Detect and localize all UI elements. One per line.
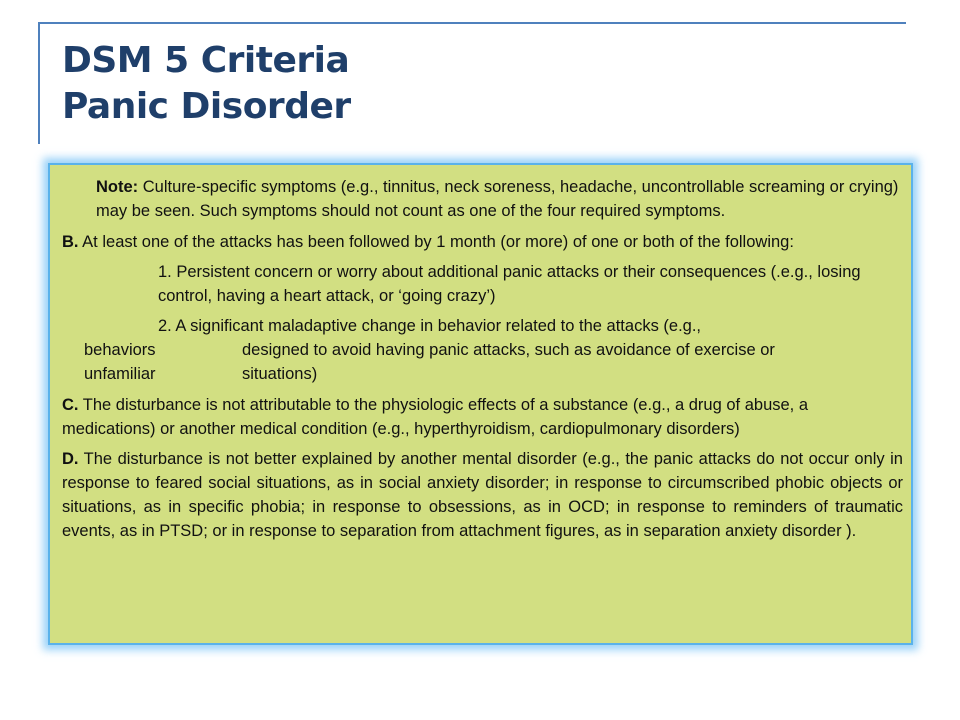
criterion-d	[62, 447, 903, 543]
note-text: Culture-specific symptoms (e.g., tinnitus, neck soreness, headache, uncontrollable screaming or crying) may be seen. Such symptoms should not count as one of the four required symptoms.	[96, 178, 899, 220]
item-2-row-1-left: behaviors	[84, 341, 156, 359]
item-2-row-2-right: situations)	[242, 365, 318, 383]
criterion-b-label: B.	[62, 233, 79, 251]
criterion-b-item-2-row-2	[62, 362, 903, 386]
criterion-b	[62, 230, 903, 254]
left-rule	[38, 22, 40, 144]
criterion-d-label: D.	[62, 450, 79, 468]
criterion-b-item-2-row-1	[62, 338, 903, 362]
criterion-d-text: The disturbance is not better explained by another mental disorder (e.g., the panic attacks do not occur only in response to feared social situations, as in social anxiety disorder; in response to circumscribed phobic objects or situations, as in specific phobia; in response to obsessions, as in OCD; in response to reminders of traumatic events, as in PTSD; or in response to separation from attachment figures, as in separation anxiety disorder ).	[62, 450, 903, 540]
item-2-row-1-right: designed to avoid having panic attacks, such as avoidance of exercise or	[242, 341, 775, 359]
page-title	[62, 38, 351, 130]
criterion-b-item-2-lead: 2. A significant maladaptive change in behavior related to the attacks (e.g.,	[158, 317, 702, 335]
note-label: Note:	[96, 178, 139, 196]
title-line-1: DSM 5 Criteria	[62, 40, 350, 81]
title-line-2: Panic Disorder	[62, 86, 351, 127]
criterion-c	[62, 393, 903, 441]
item-2-row-2-left: unfamiliar	[84, 365, 156, 383]
note-paragraph	[96, 175, 903, 223]
criterion-b-text: At least one of the attacks has been followed by 1 month (or more) of one or both of the following:	[78, 233, 794, 251]
criterion-c-label: C.	[62, 396, 79, 414]
criterion-b-item-1: 1. Persistent concern or worry about additional panic attacks or their consequences (.e.g., losing control, having a heart attack, or ‘going crazy’)	[158, 263, 861, 305]
criterion-b-item-2	[62, 314, 903, 386]
criterion-c-text: The disturbance is not attributable to the physiologic effects of a substance (e.g., a drug of abuse, a medications) or another medical condition (e.g., hyperthyroidism, cardiopulmonary disorders)	[62, 396, 809, 438]
criteria-panel	[48, 163, 913, 645]
top-rule	[38, 22, 906, 24]
